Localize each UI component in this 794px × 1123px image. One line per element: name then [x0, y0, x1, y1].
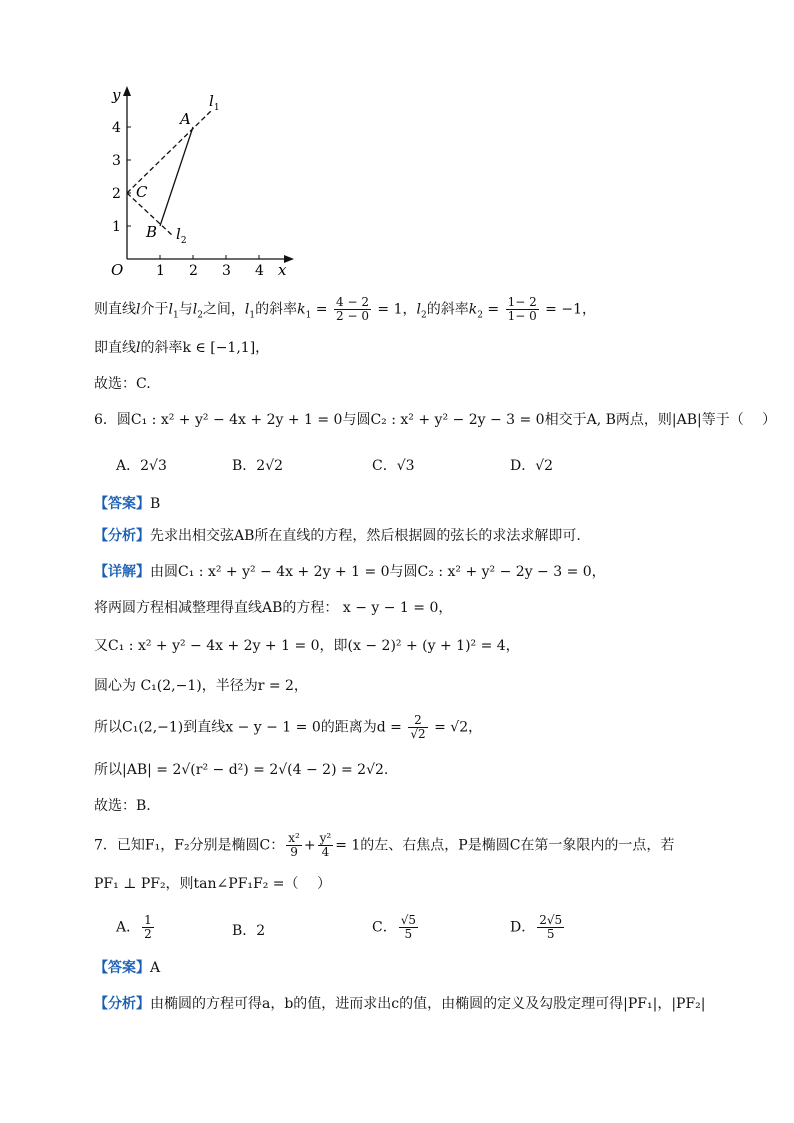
q6-detail-4: 圆心为 C₁(2,−1)，半径为r = 2，	[94, 678, 308, 694]
q6-detail-1: 【详解】由圆C₁ : x² + y² − 4x + 2y + 1 = 0与圆C₂ : x² + y² − 2y − 3 = 0，	[94, 564, 606, 580]
q7-stem-1: 7．已知F₁，F₂分别是椭圆C： $\frac{\text{x²}}{9}$ + $\frac{\text{y²}}{4}$ = 1的左、右焦点，P是椭圆C在第一象限内的一点，若	[94, 831, 675, 859]
coordinate-figure	[100, 84, 300, 284]
q7-option-d: D． $\frac{2√5}{5}$	[510, 913, 563, 941]
tick-y-1: 1	[112, 219, 121, 235]
tick-x-3: 3	[222, 263, 231, 279]
y-axis-arrow	[123, 86, 131, 96]
q6-stem: 6．圆C₁ : x² + y² − 4x + 2y + 1 = 0与圆C₂ : x² + y² − 2y − 3 = 0相交于A, B两点，则|AB|等于（ ）	[94, 412, 777, 428]
q6-detail-2: 将两圆方程相减整理得直线AB的方程： x − y − 1 = 0，	[94, 600, 453, 616]
line-l1-label: $l_1$	[209, 92, 220, 113]
q6-option-c: C．√3	[372, 458, 415, 474]
fraction-k1: $\frac{4 - 2}{2 - 0}$	[336, 295, 369, 323]
tick-y-3: 3	[112, 153, 121, 169]
fraction-x2-9: $\frac{\text{x²}}{9}$	[288, 831, 300, 859]
tick-x-4: 4	[255, 263, 264, 279]
q5-range-line: 即直线l的斜率k ∈ [−1,1]，	[94, 340, 270, 356]
q6-analysis: 【分析】先求出相交弦AB所在直线的方程，然后根据圆的弦长的求法求解即可.	[94, 528, 581, 544]
tick-y-2: 2	[112, 186, 121, 202]
fraction-y2-4: $\frac{\text{y²}}{4}$	[319, 831, 332, 859]
q6-option-d: D．√2	[510, 458, 554, 474]
q7-answer: 【答案】A	[94, 960, 161, 976]
q7-option-a: A． $\frac{1}{2}$	[116, 913, 152, 941]
q6-detail-3: 又C₁ : x² + y² − 4x + 2y + 1 = 0，即(x − 2)² + (y + 1)² = 4，	[94, 638, 520, 654]
point-c-label: C	[136, 183, 148, 201]
q7-stem-2: PF₁ ⊥ PF₂，则tan∠PF₁F₂ =（ ）	[94, 876, 331, 892]
fraction-k2: $\frac{1- 2}{1- 0}$	[507, 295, 537, 323]
fraction-d: $\frac{2}{√2}$	[410, 713, 426, 741]
q6-option-a: A．2√3	[116, 458, 167, 474]
q6-answer: 【答案】B	[94, 496, 161, 512]
q6-detail-6: 所以|AB| = 2√(r² − d²) = 2√(4 − 2) = 2√2.	[94, 762, 389, 778]
point-b-label: B	[146, 223, 158, 241]
origin-label: O	[111, 261, 124, 279]
y-axis-label: y	[112, 86, 121, 104]
q6-option-b: B．2√2	[232, 458, 284, 474]
line-l2-label: $l_2$	[176, 225, 187, 246]
line-l1	[127, 110, 212, 193]
q7-analysis: 【分析】由椭圆的方程可得a，b的值，进而求出c的值，由椭圆的定义及勾股定理可得|PF₁|，|PF₂|	[94, 996, 706, 1012]
q5-slope-line: 则直线l介于$l_1$与$l_2$之间，$l_1$的斜率$k_1$ = $\frac{4 - 2}{2 - 0}$ = 1，$l_2$的斜率$k_2$ = $\frac{1- 2}{1- 0}$ = −1，	[94, 295, 596, 323]
point-a-label: A	[180, 110, 191, 128]
tick-x-1: 1	[156, 263, 165, 279]
tick-y-4: 4	[112, 120, 121, 136]
q7-option-c: C． $\frac{√5}{5}$	[372, 913, 416, 941]
q7-option-b: B．2	[232, 923, 266, 939]
q5-answer: 故选：C.	[94, 376, 151, 392]
segment-ab	[160, 127, 193, 226]
q6-answer-line: 故选：B.	[94, 798, 151, 814]
q6-detail-5: 所以C₁(2,−1)到直线x − y − 1 = 0的距离为d = $\frac{2}{√2}$ = √2，	[94, 713, 483, 741]
tick-x-2: 2	[189, 263, 198, 279]
x-axis-label: x	[278, 261, 287, 279]
